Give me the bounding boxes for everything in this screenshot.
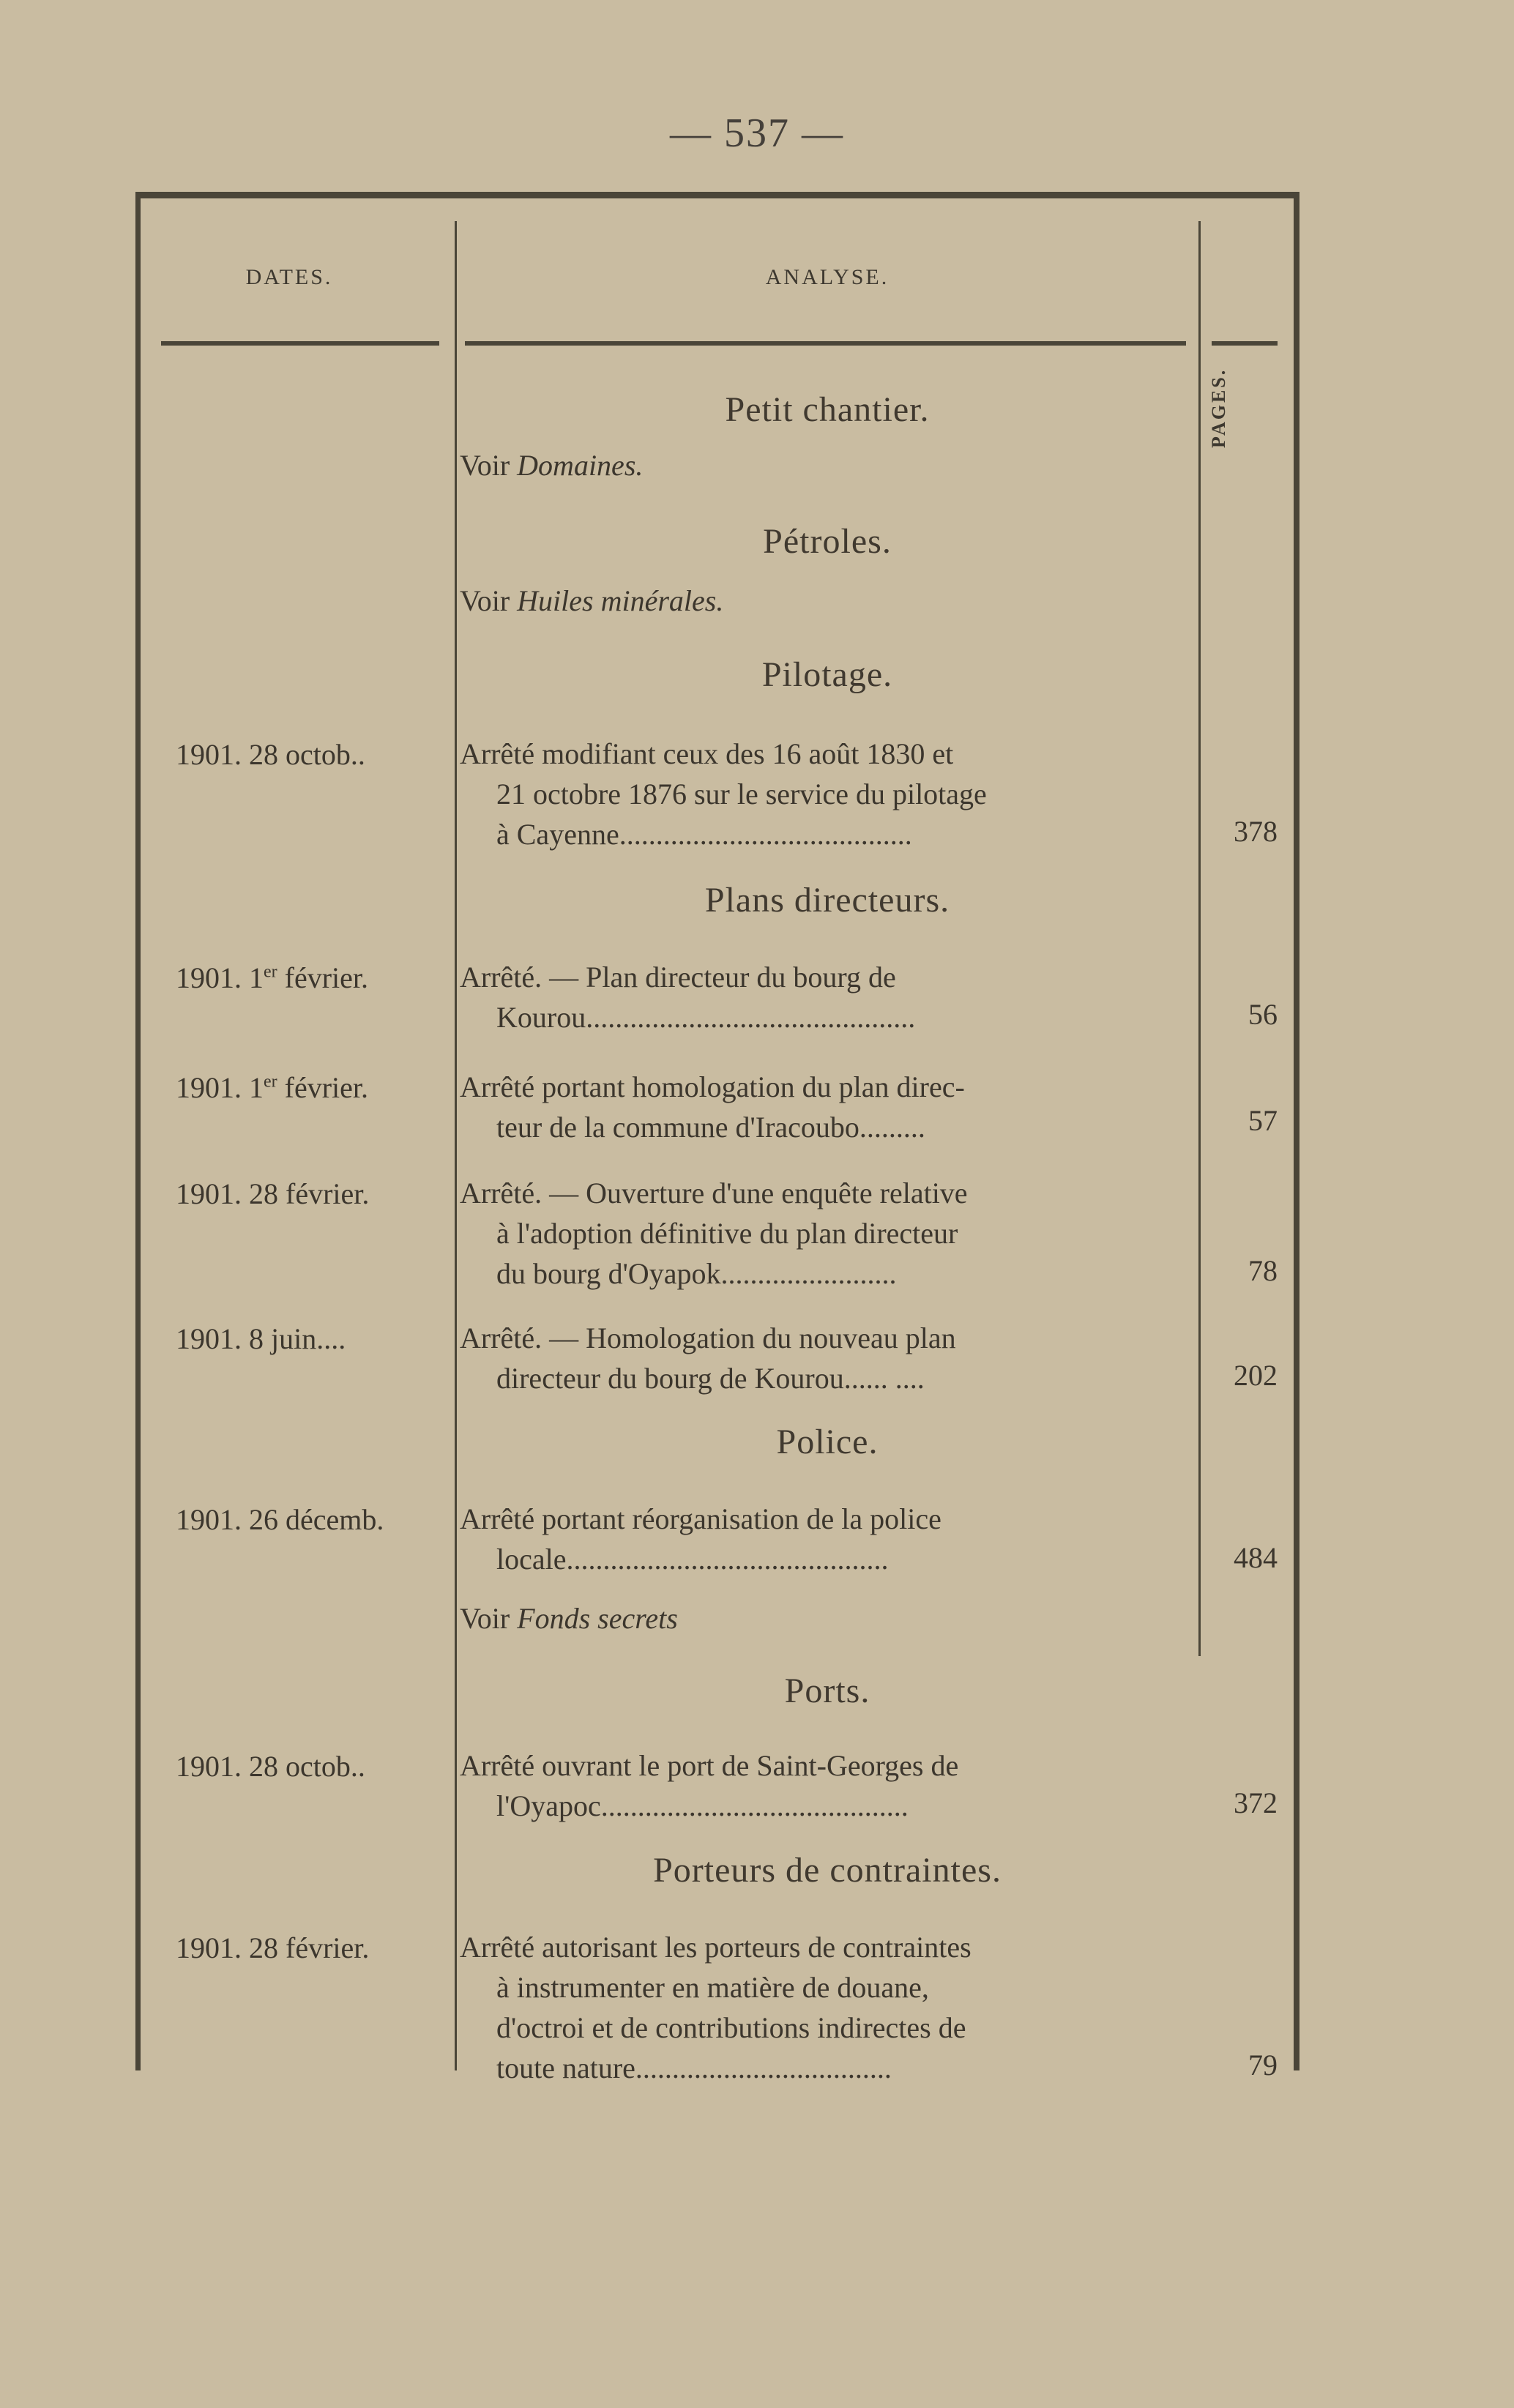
section-title-police: Police. [776, 1423, 879, 1461]
entry-date: 1901. 28 février. [176, 1177, 370, 1210]
entry-page: 202 [1234, 1359, 1278, 1392]
voir-reference: Voir Domaines. [460, 449, 644, 482]
entry-date: 1901. 28 octob.. [176, 738, 365, 771]
entry-page: 372 [1234, 1786, 1278, 1819]
analyse-header-underline [465, 341, 1186, 346]
left-border [135, 192, 141, 2070]
entry-date: 1901. 28 février. [176, 1931, 370, 1964]
pages-column-divider [1198, 221, 1201, 1656]
dates-column-divider [455, 221, 457, 2070]
pages-header: PAGES. [1208, 368, 1229, 448]
section-title-plans-directeurs: Plans directeurs. [704, 881, 950, 920]
entry-page: 484 [1234, 1541, 1278, 1574]
section-title-porteurs-de-contraintes: Porteurs de contraintes. [653, 1851, 1002, 1890]
analyse-header: ANALYSE. [765, 265, 890, 289]
entry-date: 1901. 8 juin.... [176, 1322, 346, 1355]
entry-page: 79 [1248, 2049, 1278, 2081]
pages-header-underline [1212, 341, 1278, 346]
entry-analysis: Arrêté ouvrant le port de Saint-Georges de l'Oyapoc.......................................... [460, 1749, 959, 1822]
right-border [1294, 192, 1299, 2070]
entry-page: 78 [1248, 1254, 1278, 1287]
page-number: — 537 — [670, 111, 844, 156]
index-table [135, 192, 1299, 2084]
entry-analysis: Arrêté. — Plan directeur du bourg de Kourou............................................. [460, 961, 916, 1034]
dates-header: DATES. [245, 265, 333, 289]
entry-date: 1901. 28 octob.. [176, 1750, 365, 1783]
section-title-petit-chantier: Petit chantier. [725, 390, 930, 429]
section-title-petroles: Pétroles. [763, 522, 892, 561]
entry-analysis: Arrêté modifiant ceux des 16 août 1830 et 21 octobre 1876 sur le service du pilotage à Cayenne........................................ [460, 737, 987, 851]
entry-page: 56 [1248, 998, 1278, 1031]
section-title-ports: Ports. [784, 1671, 870, 1710]
entry-analysis: Arrêté. — Homologation du nouveau plan directeur du bourg de Kourou...... .... [460, 1322, 956, 1395]
entry-date: 1901. 1er février. [176, 961, 369, 994]
entry-date: 1901. 1er février. [176, 1071, 369, 1104]
section-title-pilotage: Pilotage. [761, 655, 893, 694]
entry-date: 1901. 26 décemb. [176, 1503, 384, 1536]
entry-page: 57 [1248, 1104, 1278, 1137]
voir-reference: Voir Huiles minérales. [460, 584, 724, 617]
entry-analysis: Arrêté portant homologation du plan direc- teur de la commune d'Iracoubo......... [460, 1070, 965, 1144]
voir-reference: Voir Fonds secrets [460, 1602, 678, 1635]
top-rule [135, 192, 1299, 198]
entry-page: 378 [1234, 815, 1278, 848]
entry-analysis: Arrêté. — Ouverture d'une enquête relative à l'adoption définitive du plan directeur du bourg d'Oyapok........................ [460, 1177, 968, 1290]
entry-analysis: Arrêté autorisant les porteurs de contraintes à instrumenter en matière de douane, d'octroi et de contributions indirectes de toute nature................................... [460, 1931, 972, 2084]
dates-header-underline [161, 341, 439, 346]
entry-analysis: Arrêté portant réorganisation de la police locale............................................ [460, 1502, 941, 1576]
